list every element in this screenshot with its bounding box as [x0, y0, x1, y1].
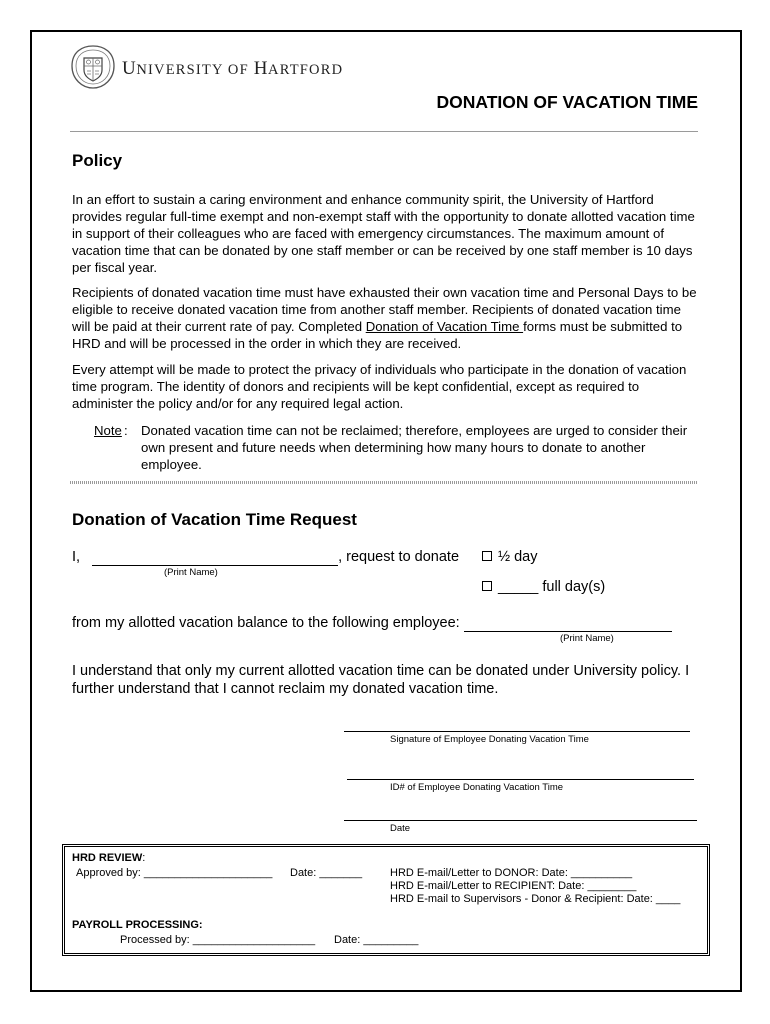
- policy-paragraph-3: Every attempt will be made to protect the privacy of individuals who participate in the donation of vacation time program. The identity of donors and recipients will be kept confidential, except as required to administer the policy and/or for any required legal action.: [72, 362, 687, 411]
- form-name-link: Donation of Vacation Time: [365, 319, 524, 334]
- recipient-name-field[interactable]: [464, 615, 672, 632]
- donor-name-field[interactable]: [92, 549, 338, 566]
- note-label: Note: [94, 423, 122, 438]
- payroll-processing-heading: PAYROLL PROCESSING:: [72, 919, 203, 931]
- request-heading: Donation of Vacation Time Request: [72, 510, 357, 529]
- hrd-email-supervisors-field[interactable]: HRD E-mail to Supervisors - Donor & Recipient: Date: ____: [390, 893, 681, 905]
- section-divider: [70, 481, 698, 484]
- half-day-option[interactable]: ½ day: [482, 549, 538, 565]
- print-name-caption-1: (Print Name): [164, 567, 218, 578]
- i-label: I,: [72, 549, 81, 565]
- processed-date-field[interactable]: Date: _________: [334, 934, 419, 946]
- policy-paragraph-2: Recipients of donated vacation time must have exhausted their own vacation time and Personal Days to be eligible to receive donated vacation time from another staff member. Recipients of donated vacation time will be paid at their current rate of pay. Completed Donation of Vacation Time forms must be submitted to HRD and will be processed in the order in which they are received.: [72, 285, 697, 351]
- half-day-checkbox[interactable]: [482, 551, 492, 561]
- print-name-caption-2: (Print Name): [560, 633, 614, 644]
- approved-date-field[interactable]: Date: _______: [290, 867, 363, 879]
- hrd-email-recipient-field[interactable]: HRD E-mail/Letter to RECIPIENT: Date: ________: [390, 880, 637, 892]
- date-line[interactable]: [344, 820, 697, 821]
- university-seal-icon: [70, 44, 116, 90]
- policy-paragraph-1: In an effort to sustain a caring environment and enhance community spirit, the University of Hartford provides regular full-time exempt and non-exempt staff with the opportunity to donate allotted vacation time in support of their colleagues who are faced with emergency circumstances. The maximum amount of vacation time that can be donated by one staff member or can be received by one staff member is 10 days per fiscal year.: [72, 192, 695, 275]
- university-logo-text: UNIVERSITY OF HARTFORD: [122, 58, 344, 79]
- hrd-email-donor-field[interactable]: HRD E-mail/Letter to DONOR: Date: __________: [390, 867, 633, 879]
- donor-name-row: [72, 549, 459, 566]
- header-divider: [70, 131, 698, 132]
- approved-by-field[interactable]: Approved by: _____________________: [76, 867, 273, 879]
- processed-by-field[interactable]: Processed by: ____________________: [120, 934, 316, 946]
- understand-statement: I understand that only my current allotted vacation time can be donated under University policy. I further understand that I cannot reclaim my donated vacation time.: [72, 663, 690, 697]
- id-number-caption: ID# of Employee Donating Vacation Time: [390, 782, 564, 793]
- note-colon: :: [124, 423, 128, 438]
- signature-caption: Signature of Employee Donating Vacation Time: [390, 734, 589, 745]
- date-caption: Date: [390, 823, 411, 834]
- from-balance-text: from my allotted vacation balance to the following employee:: [72, 615, 460, 631]
- signature-line[interactable]: [344, 731, 690, 732]
- full-day-option[interactable]: _____ full day(s): [482, 579, 605, 595]
- full-day-count-field[interactable]: _____: [498, 579, 539, 595]
- id-number-line[interactable]: [347, 779, 694, 780]
- recipient-row: [72, 615, 672, 632]
- hrd-review-heading: HRD REVIEW:: [72, 852, 146, 864]
- document-title: DONATION OF VACATION TIME: [436, 92, 698, 112]
- note-text: Donated vacation time can not be reclaimed; therefore, employees are urged to consider their own present and future needs when determining how many hours to donate to another employee.: [141, 423, 688, 472]
- request-to-donate-text: , request to donate: [338, 549, 460, 565]
- full-day-checkbox[interactable]: [482, 581, 492, 591]
- policy-heading: Policy: [72, 151, 123, 170]
